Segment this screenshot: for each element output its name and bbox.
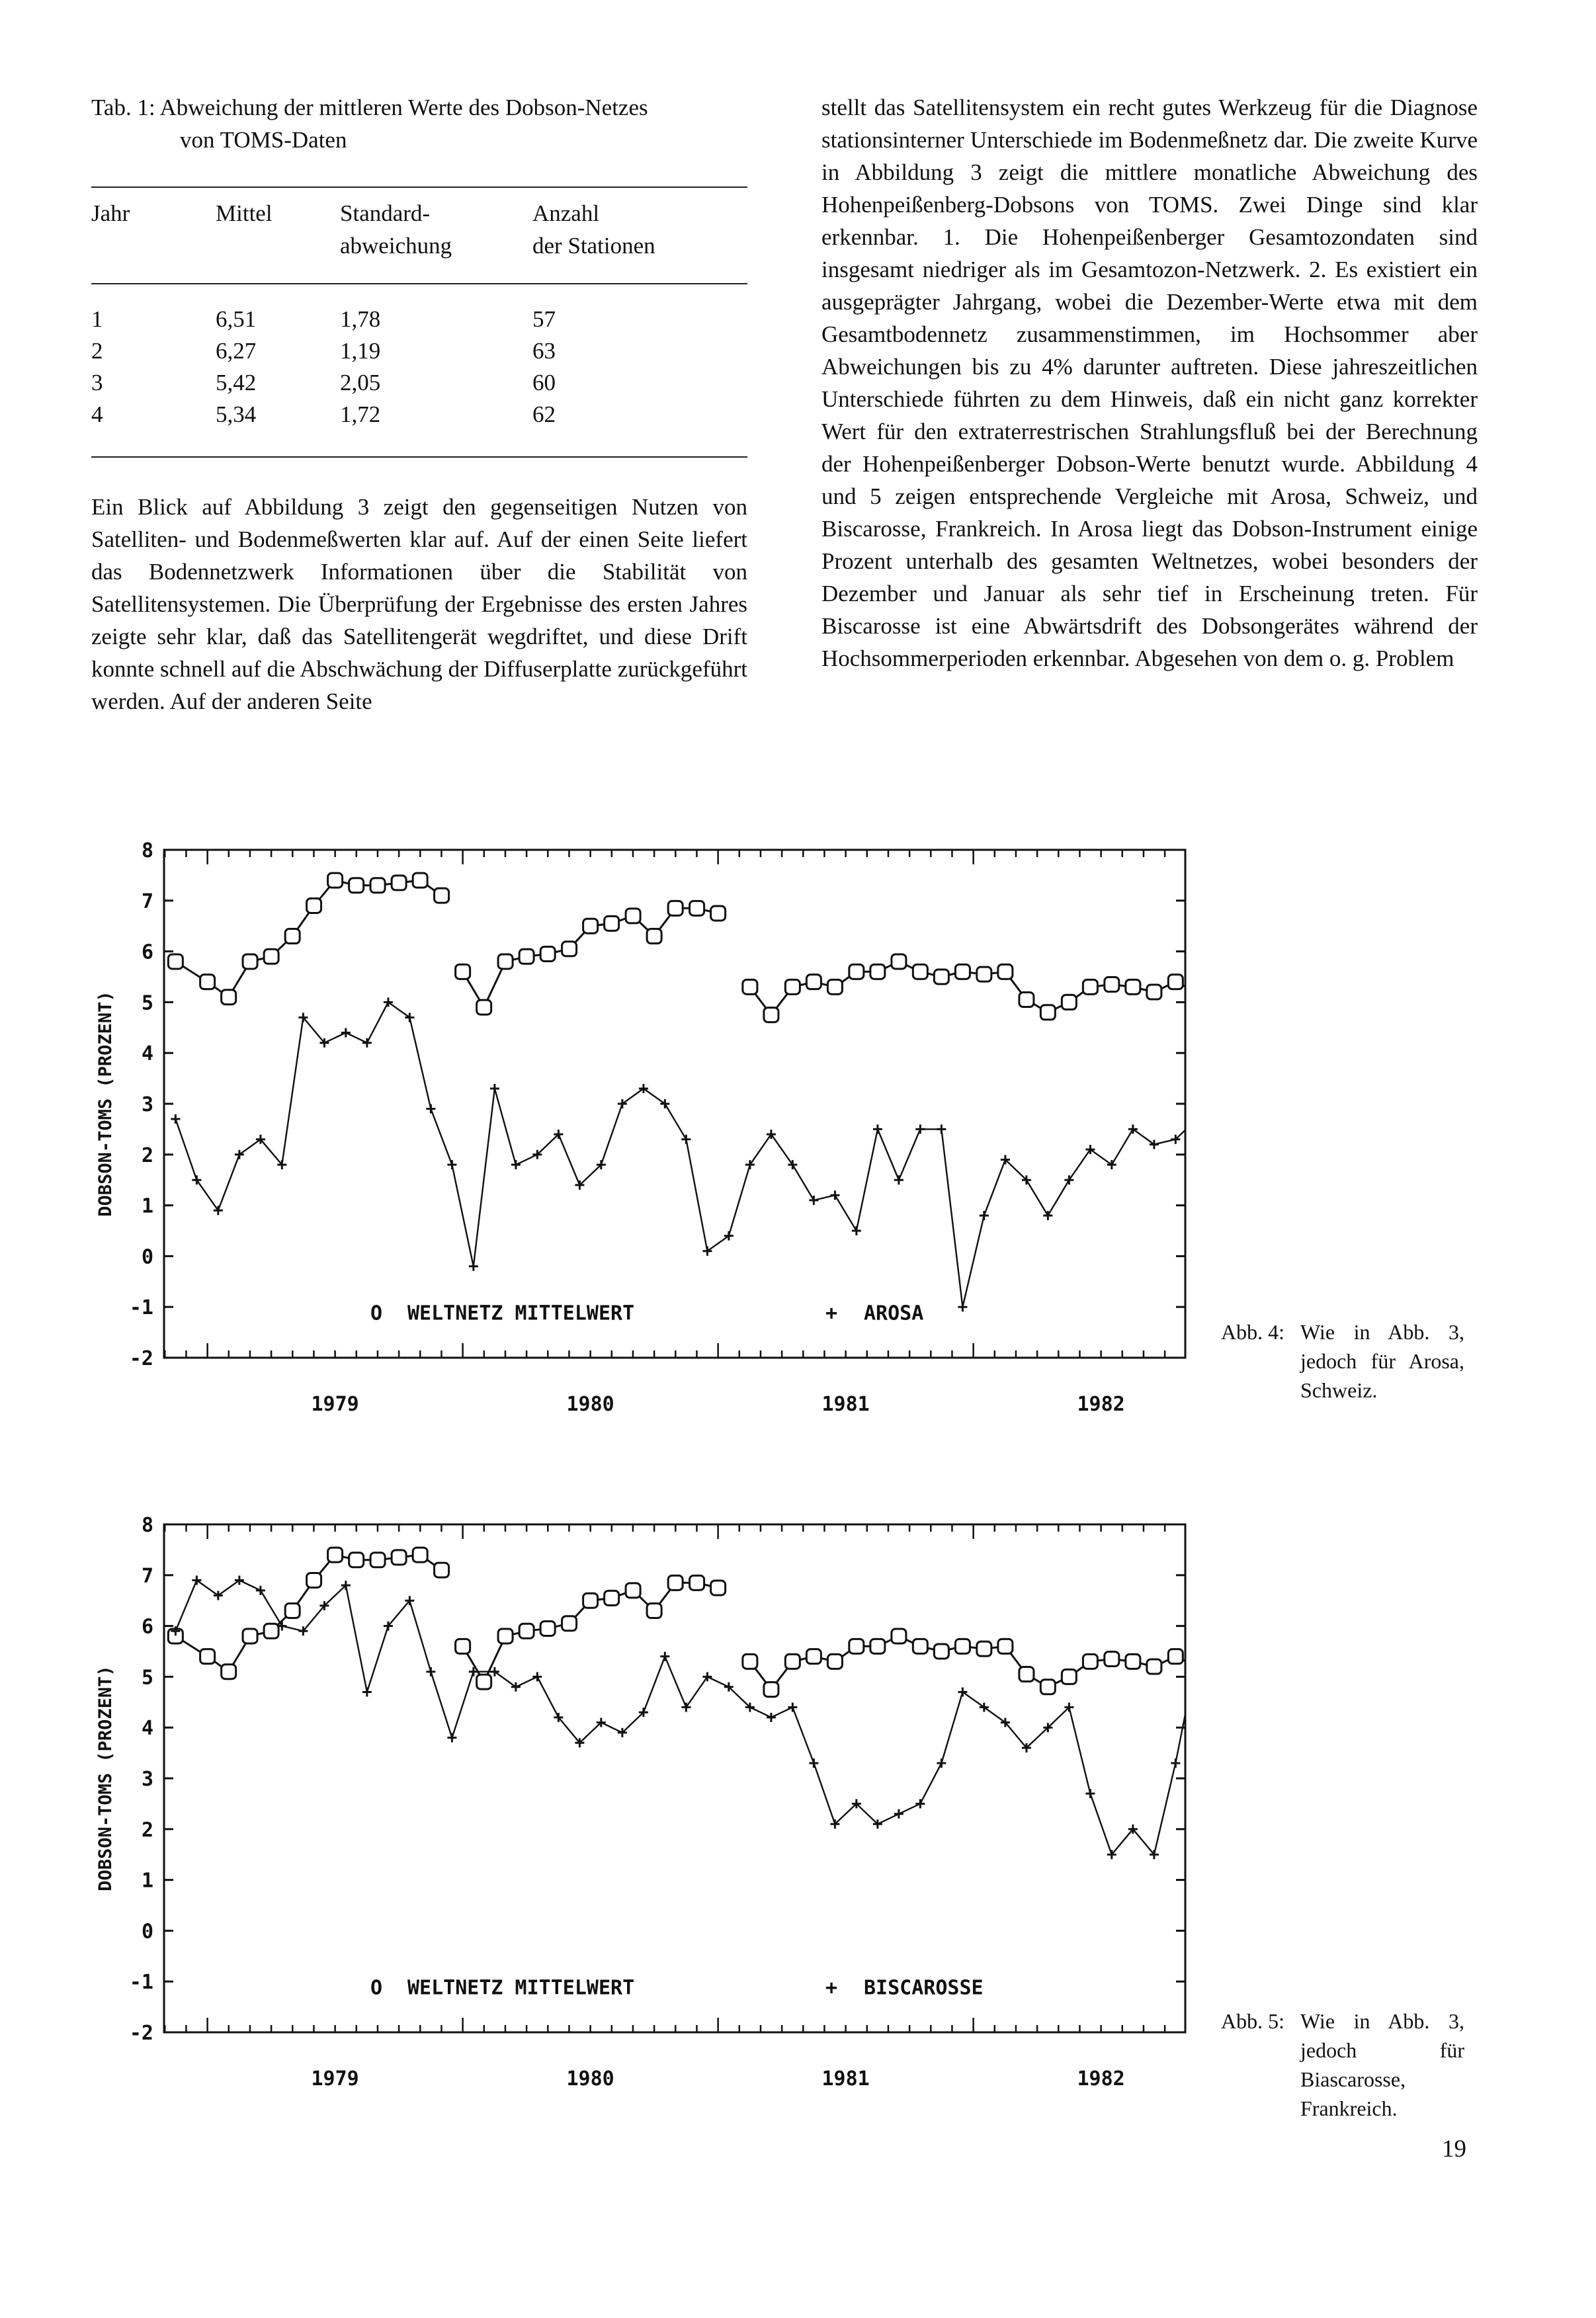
- weltnetz-point: [477, 1000, 491, 1014]
- y-axis-label: DOBSON-TOMS (PROZENT): [95, 991, 116, 1217]
- legend-label-weltnetz: WELTNETZ MITTELWERT: [407, 1976, 635, 2000]
- table-caption: [91, 91, 753, 156]
- station-point: [788, 1702, 797, 1712]
- weltnetz-point: [827, 1654, 842, 1669]
- weltnetz-point: [1062, 995, 1076, 1009]
- table-header-mittel: Mittel: [216, 200, 273, 226]
- weltnetz-point: [764, 1682, 778, 1697]
- weltnetz-point: [583, 919, 598, 933]
- y-tick-label: 6: [141, 1615, 153, 1639]
- weltnetz-point: [870, 1639, 885, 1653]
- weltnetz-point: [690, 901, 704, 915]
- weltnetz-point: [743, 979, 757, 994]
- figure-4: [79, 823, 1204, 1432]
- x-year-label: 1981: [821, 2067, 870, 2090]
- table-cell: 1,19: [340, 338, 381, 364]
- table-cell: 60: [532, 370, 556, 395]
- weltnetz-point: [243, 1629, 257, 1643]
- weltnetz-point: [849, 964, 864, 979]
- y-tick-label: 4: [141, 1717, 153, 1741]
- y-tick-label: 3: [141, 1093, 153, 1116]
- weltnetz-point: [456, 1639, 470, 1653]
- weltnetz-point: [1126, 979, 1140, 994]
- weltnetz-point: [626, 1583, 640, 1598]
- station-point: [362, 1687, 372, 1696]
- y-tick-label: 1: [141, 1869, 153, 1893]
- station-point: [1085, 1789, 1095, 1798]
- station-point: [447, 1733, 456, 1743]
- weltnetz-point: [413, 873, 427, 888]
- legend-marker-weltnetz: O: [370, 1976, 383, 2000]
- table-cell: 3: [91, 370, 103, 395]
- weltnetz-point: [200, 1649, 215, 1664]
- weltnetz-point: [605, 1591, 619, 1605]
- table-cell: 1,72: [340, 401, 381, 427]
- figure-4-caption-text: Wie in Abb. 3, jedoch für Arosa, Schweiz.: [1300, 1320, 1464, 1402]
- weltnetz-point: [743, 1654, 757, 1669]
- weltnetz-point: [764, 1008, 778, 1022]
- weltnetz-point: [435, 1563, 449, 1577]
- table-cell: 1,78: [340, 306, 381, 332]
- station-line: [175, 1002, 1204, 1307]
- station-point: [171, 1114, 180, 1124]
- station-point: [809, 1196, 818, 1205]
- figure-5-caption-text: Wie in Abb. 3, jedoch für Biascarosse, Frankreich.: [1300, 2009, 1464, 2120]
- y-tick-label: -1: [129, 1296, 153, 1320]
- weltnetz-point: [647, 929, 661, 944]
- body-paragraph: stellt das Satellitensystem ein recht gutes Werkzeug für die Diagnose stationsinterner Unterschiede im Bodenmeßnetz dar. Die zweite Kurve in Abbildung 3 zeigt die mittlere monatliche Abweichung des Hohenpeißenberg-Dobsons von TOMS. Zwei Dinge sind klar erkennbar. 1. Die Hohenpeißenberger Gesamtozondaten sind insgesamt niedriger als im Gesamtozon-Netzwerk. 2. Es existiert ein ausgeprägter Jahrgang, wobei die Dezember-Werte etwa mit dem Gesamtbodennetz zusammenstimmen, im Hochsommer aber Abweichungen bis zu 4% darunter auftreten. Diese jahreszeitlichen Unterschiede führten zu dem Hinweis, daß ein nicht ganz korrekter Wert für den extraterrestrischen Strahlungsfluß bei der Berechnung der Hohenpeißenberger Dobson-Werte benutzt wurde. Abbildung 4 und 5 zeigen entsprechende Vergleiche mit Arosa, Schweiz, und Biscarosse, Frankreich. In Arosa liegt das Dobson-Instrument einige Prozent unterhalb des gesamten Weltnetzes, wobei besonders der Dezember und Januar als sehr tief in Erscheinung treten. Für Biscarosse ist eine Abwärtsdrift des Dobsongerätes während der Hochsommerperioden erkennbar. Abgesehen von dem o. g. Problem: [821, 95, 1478, 671]
- table-header-anzahl: Anzahl: [532, 200, 600, 226]
- weltnetz-point: [370, 1553, 385, 1567]
- table-caption-line-1: Tab. 1: Abweichung der mittleren Werte des Dobson-Netzes: [91, 95, 648, 120]
- table-header-standard: Standard-: [340, 200, 431, 226]
- table-cell: 57: [532, 306, 556, 332]
- station-point: [852, 1226, 861, 1235]
- weltnetz-point: [540, 946, 555, 961]
- weltnetz-point: [519, 1624, 534, 1638]
- table-cell: 4: [91, 401, 103, 427]
- table-caption-line-2: von TOMS-Daten: [180, 127, 347, 153]
- weltnetz-point: [806, 1649, 821, 1664]
- weltnetz-point: [370, 878, 385, 893]
- table-cell: 1: [91, 306, 103, 332]
- table-cell: 6,51: [216, 306, 257, 332]
- weltnetz-point: [583, 1593, 598, 1608]
- table-bottom-rule: [91, 456, 747, 458]
- weltnetz-point: [849, 1639, 864, 1653]
- plot-frame: [164, 850, 1185, 1358]
- y-tick-label: 0: [141, 1920, 153, 1944]
- y-tick-label: -2: [129, 2022, 153, 2045]
- weltnetz-point: [647, 1604, 661, 1618]
- figure-4-chart: [79, 823, 1204, 1432]
- x-year-label: 1979: [311, 2067, 359, 2090]
- weltnetz-point: [1062, 1669, 1076, 1684]
- station-point: [341, 1028, 351, 1037]
- station-point: [490, 1084, 499, 1093]
- table-cell: 6,27: [216, 338, 257, 364]
- station-point: [937, 1759, 946, 1768]
- x-year-label: 1982: [1077, 2067, 1125, 2090]
- station-line: [175, 1581, 1204, 1855]
- weltnetz-point: [998, 964, 1013, 979]
- weltnetz-point: [1040, 1005, 1055, 1020]
- weltnetz-point: [200, 975, 215, 989]
- table-cell: 5,42: [216, 370, 257, 395]
- weltnetz-point: [349, 878, 364, 893]
- weltnetz-point: [349, 1553, 364, 1567]
- station-point: [256, 1586, 265, 1595]
- weltnetz-point: [668, 1575, 683, 1590]
- weltnetz-point: [307, 1573, 321, 1587]
- station-point: [702, 1672, 712, 1681]
- y-tick-label: 8: [141, 1514, 153, 1537]
- y-tick-label: 7: [141, 890, 153, 913]
- weltnetz-point: [934, 1644, 948, 1659]
- weltnetz-point: [392, 876, 406, 890]
- weltnetz-point: [1147, 985, 1161, 999]
- station-point: [958, 1302, 967, 1311]
- weltnetz-point: [870, 964, 885, 979]
- station-point: [1064, 1175, 1073, 1184]
- weltnetz-point: [626, 909, 640, 923]
- station-point: [660, 1652, 669, 1661]
- station-point: [426, 1104, 435, 1114]
- station-point: [362, 1038, 372, 1048]
- weltnetz-point: [955, 964, 970, 979]
- figure-5-chart: [79, 1498, 1204, 2106]
- table-cell: 5,34: [216, 401, 257, 427]
- y-tick-label: 4: [141, 1042, 153, 1066]
- station-point: [894, 1809, 903, 1819]
- figure-5-caption: [1221, 2007, 1466, 2120]
- legend-label-station: BISCAROSSE: [864, 1976, 984, 2000]
- weltnetz-point: [913, 1639, 927, 1653]
- weltnetz-point: [668, 901, 683, 915]
- weltnetz-point: [1083, 1654, 1097, 1669]
- station-point: [1192, 1114, 1201, 1124]
- weltnetz-point: [913, 964, 927, 979]
- weltnetz-point: [1105, 977, 1119, 992]
- station-point: [873, 1124, 882, 1134]
- y-tick-label: 5: [141, 991, 153, 1015]
- weltnetz-point: [264, 1624, 278, 1638]
- weltnetz-point: [1168, 1649, 1183, 1664]
- weltnetz-point: [168, 954, 183, 969]
- y-tick-label: 2: [141, 1818, 153, 1842]
- weltnetz-point: [955, 1639, 970, 1653]
- weltnetz-point: [806, 975, 821, 989]
- weltnetz-point: [1168, 975, 1183, 989]
- weltnetz-point: [1189, 1659, 1204, 1674]
- table-cell: 2: [91, 338, 103, 364]
- weltnetz-point: [562, 942, 577, 956]
- weltnetz-point: [711, 906, 726, 921]
- weltnetz-point: [977, 967, 991, 981]
- weltnetz-point: [977, 1641, 991, 1656]
- weltnetz-point: [934, 970, 948, 984]
- weltnetz-point: [1040, 1680, 1055, 1694]
- station-point: [469, 1262, 478, 1271]
- station-point: [980, 1211, 989, 1220]
- y-tick-label: 3: [141, 1768, 153, 1791]
- station-point: [894, 1175, 903, 1184]
- table-cell: 62: [532, 401, 556, 427]
- y-tick-label: 6: [141, 940, 153, 964]
- weltnetz-point: [222, 1665, 236, 1679]
- station-point: [830, 1190, 839, 1200]
- y-tick-label: -1: [129, 1971, 153, 1995]
- weltnetz-point: [1019, 1667, 1034, 1682]
- station-point: [1043, 1211, 1052, 1220]
- weltnetz-point: [498, 954, 513, 969]
- legend-marker-station: +: [825, 1976, 838, 2000]
- legend-marker-weltnetz: O: [370, 1302, 383, 1325]
- legend-label-station: AROSA: [864, 1302, 924, 1325]
- plot-frame: [164, 1524, 1185, 2032]
- weltnetz-point: [243, 954, 257, 969]
- y-tick-label: 8: [141, 839, 153, 862]
- weltnetz-point: [307, 898, 321, 913]
- weltnetz-point: [605, 916, 619, 931]
- weltnetz-point: [827, 979, 842, 994]
- y-tick-label: -2: [129, 1347, 153, 1370]
- station-point: [681, 1135, 691, 1144]
- table-cell: 63: [532, 338, 556, 364]
- figure-5-label: Abb. 5:: [1221, 2009, 1284, 2033]
- figure-5: [79, 1498, 1204, 2106]
- station-point: [1192, 1652, 1201, 1661]
- weltnetz-point: [222, 990, 236, 1005]
- body-paragraph: Ein Blick auf Abbildung 3 zeigt den gegenseitigen Nutzen von Satelliten- und Bodenmeßwerten klar auf. Auf der einen Seite liefert das Bodennetzwerk Informationen über die Stabilität von Satellitensystemen. Die Überprüfung der Ergebnisse des ersten Jahres zeigte sehr klar, daß das Satellitengerät wegdriftet, und diese Drift konnte schnell auf die Abschwächung der Diffuserplatte zurückgeführt werden. Auf der anderen Seite: [91, 494, 747, 714]
- y-tick-label: 0: [141, 1245, 153, 1269]
- weltnetz-point: [711, 1581, 726, 1595]
- figure-4-caption: [1221, 1317, 1466, 1410]
- weltnetz-point: [285, 1604, 300, 1618]
- x-year-label: 1979: [311, 1393, 359, 1416]
- weltnetz-point: [785, 979, 800, 994]
- station-point: [447, 1160, 456, 1169]
- weltnetz-point: [892, 1629, 906, 1643]
- figure-4-label: Abb. 4:: [1221, 1320, 1284, 1344]
- weltnetz-point: [328, 1548, 343, 1562]
- weltnetz-point: [1019, 993, 1034, 1007]
- weltnetz-point: [519, 949, 534, 964]
- table-header-jahr: Jahr: [91, 200, 130, 226]
- weltnetz-point: [690, 1575, 704, 1590]
- station-point: [937, 1124, 946, 1134]
- weltnetz-point: [477, 1675, 491, 1689]
- weltnetz-point: [413, 1548, 427, 1562]
- y-axis-label: DOBSON-TOMS (PROZENT): [95, 1665, 116, 1891]
- plot-series-group: [168, 1548, 1204, 1859]
- y-tick-label: 5: [141, 1666, 153, 1690]
- station-point: [809, 1759, 818, 1768]
- station-point: [426, 1667, 435, 1676]
- weltnetz-point: [456, 964, 470, 979]
- x-year-label: 1980: [566, 2067, 614, 2090]
- station-point: [511, 1160, 521, 1169]
- weltnetz-point: [285, 929, 300, 944]
- legend-marker-station: +: [825, 1302, 838, 1325]
- y-tick-label: 7: [141, 1564, 153, 1588]
- left-column: [91, 491, 747, 718]
- weltnetz-point: [562, 1616, 577, 1631]
- station-point: [767, 1713, 776, 1722]
- weltnetz-point: [392, 1550, 406, 1565]
- weltnetz-point: [1147, 1659, 1161, 1674]
- x-year-label: 1982: [1077, 1393, 1125, 1416]
- weltnetz-point: [1126, 1654, 1140, 1669]
- weltnetz-point: [1083, 979, 1097, 994]
- weltnetz-point: [264, 949, 278, 964]
- y-tick-label: 2: [141, 1143, 153, 1167]
- plot-series-group: [168, 873, 1204, 1311]
- weltnetz-point: [498, 1629, 513, 1643]
- weltnetz-point: [540, 1621, 555, 1635]
- station-point: [532, 1672, 542, 1681]
- legend-label-weltnetz: WELTNETZ MITTELWERT: [407, 1302, 635, 1325]
- y-tick-label: 1: [141, 1194, 153, 1218]
- station-point: [767, 1130, 776, 1139]
- weltnetz-point: [328, 873, 343, 888]
- x-year-label: 1981: [821, 1393, 870, 1416]
- table-header-stationen: der Stationen: [532, 233, 655, 259]
- table-header-abweichung: abweichung: [340, 233, 452, 259]
- page-number: 19: [1442, 2135, 1466, 2163]
- table-header-rule: [91, 283, 747, 284]
- weltnetz-point: [785, 1654, 800, 1669]
- weltnetz-point: [435, 888, 449, 903]
- station-point: [1171, 1759, 1180, 1768]
- table-cell: 2,05: [340, 370, 381, 395]
- weltnetz-point: [1189, 985, 1204, 999]
- weltnetz-point: [1105, 1652, 1119, 1667]
- station-point: [915, 1124, 925, 1134]
- table-top-rule: [91, 186, 747, 188]
- x-year-label: 1980: [566, 1393, 614, 1416]
- weltnetz-point: [998, 1639, 1013, 1653]
- station-point: [915, 1799, 925, 1808]
- weltnetz-point: [892, 954, 906, 969]
- right-column: [821, 91, 1478, 675]
